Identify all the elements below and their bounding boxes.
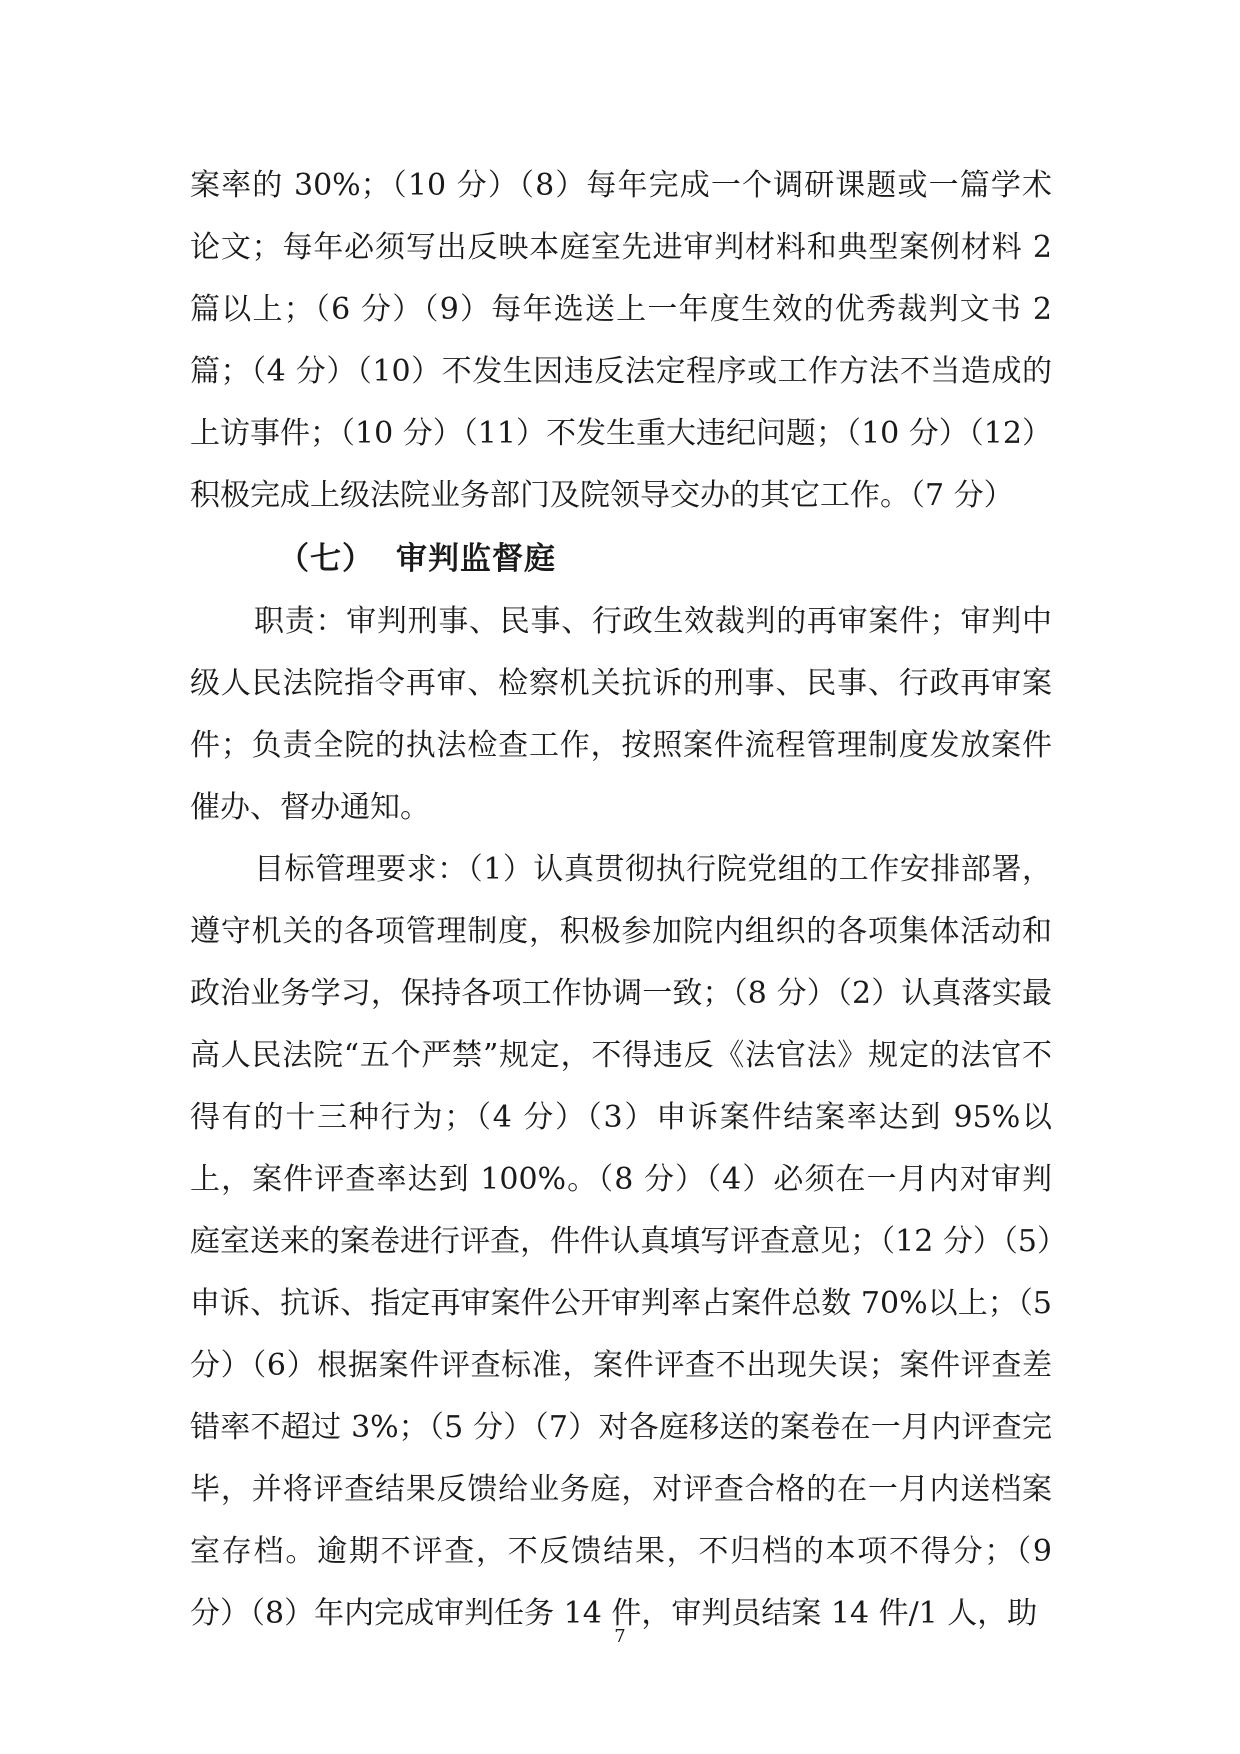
section-heading bbox=[190, 527, 1052, 591]
section-heading-number: （七） bbox=[278, 541, 374, 577]
requirements-paragraph: 目标管理要求：（1）认真贯彻执行院党组的工作安排部署，遵守机关的各项管理制度，积极参加院内组织的各项集体活动和政治业务学习，保持各项工作协调一致；（8 分）（2）认真落实最高人民法院“五个严禁”规定，不得违反《法官法》规定的法官不得有的十三种行为；（4 分）（3）申诉案件结案率达到 95%以上，案件评查率达到 100%。（8 分）（4）必须在一月内对审判庭室送来的案卷进行评查，件件认真填写评查意见；（12 分）（5）申诉、抗诉、指定再审案件公开审判率占案件总数 70%以上；（5 分）（6）根据案件评查标准，案件评查不出现失误；案件评查差错率不超过 3%；（5 分）（7）对各庭移送的案卷在一月内评查完毕，并将评查结果反馈给业务庭，对评查合格的在一月内送档案室存档。逾期不评查，不反馈结果，不归档的本项不得分；（9 分）（8）年内完成审判任务 14 件，审判员结案 14 件/1 人，助 bbox=[190, 852, 1052, 1631]
duties-paragraph: 职责：审判刑事、民事、行政生效裁判的再审案件；审判中级人民法院指令再审、检察机关抗诉的刑事、民事、行政再审案件；负责全院的执法检查工作，按照案件流程管理制度发放案件催办、督办通知。 bbox=[190, 604, 1052, 825]
section-heading-title: 审判监督庭 bbox=[396, 541, 556, 577]
continued-paragraph: 案率的 30%；（10 分）（8）每年完成一个调研课题或一篇学术论文；每年必须写出反映本庭室先进审判材料和典型案例材料 2 篇以上；（6 分）（9）每年选送上一年度生效的优秀裁判文书 2 篇；（4 分）（10）不发生因违反法定程序或工作方法不当造成的上访事件；（10 分）（11）不发生重大违纪问题；（10 分）（12）积极完成上级法院业务部门及院领导交办的其它工作。（7 分） bbox=[190, 168, 1052, 513]
page-number: 7 bbox=[614, 1626, 626, 1647]
page-content bbox=[190, 155, 1052, 1645]
